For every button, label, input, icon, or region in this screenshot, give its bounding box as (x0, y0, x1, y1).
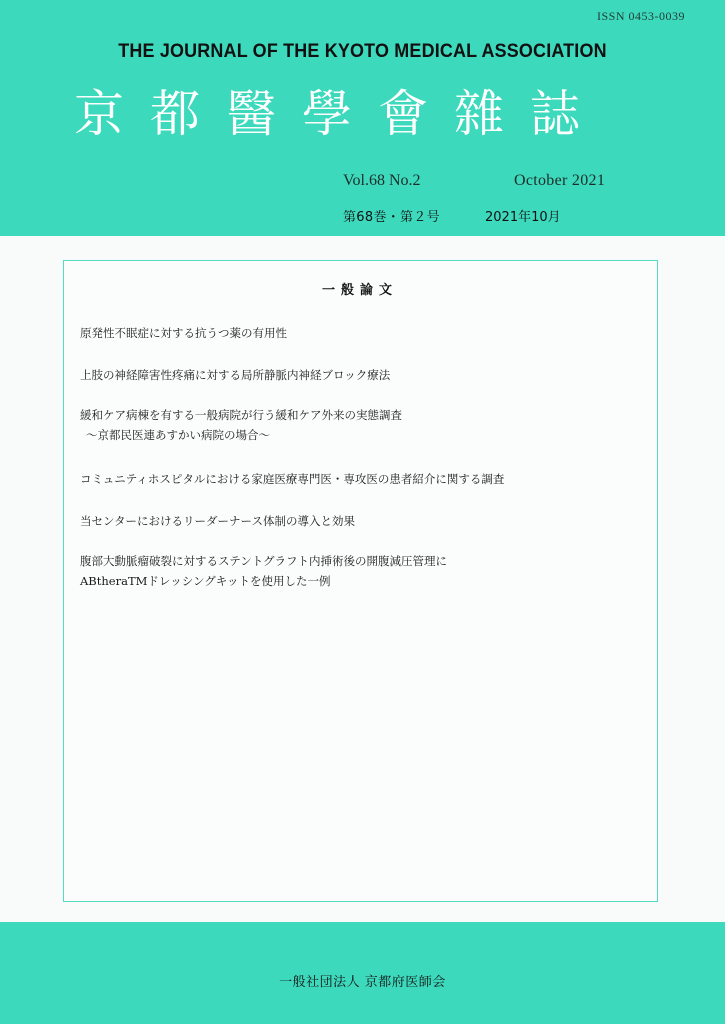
article-title: 原発性不眠症に対する抗うつ薬の有用性 (80, 326, 287, 340)
article-title: コミュニティホスピタルにおける家庭医療専門医・専攻医の患者紹介に関する調査 (80, 472, 505, 486)
publisher-name: 一般社団法人 京都府医師会 (279, 975, 446, 990)
article-title-continued: ABtheraTMドレッシングキットを使用した一例 (80, 574, 331, 588)
article-title: 当センターにおけるリーダーナース体制の導入と効果 (80, 514, 355, 528)
journal-title-english: THE JOURNAL OF THE KYOTO MEDICAL ASSOCIATION (118, 40, 607, 62)
cover-footer-band (0, 922, 725, 1024)
volume-japanese: 第68巻・第２号 (343, 210, 440, 225)
article-item (80, 551, 640, 591)
issue-date-english: October 2021 (514, 172, 606, 189)
issue-date-japanese: 2021年10月 (485, 210, 561, 225)
cover-header-band (0, 0, 725, 236)
article-title: 腹部大動脈瘤破裂に対するステントグラフト内挿術後の開腹減圧管理に (80, 554, 447, 568)
article-title: 緩和ケア病棟を有する一般病院が行う緩和ケア外来の実態調査 (80, 408, 402, 422)
article-item (80, 323, 640, 343)
table-of-contents (63, 260, 658, 902)
journal-title-japanese: 京都醫學會雜誌 (74, 85, 606, 143)
article-item (80, 469, 640, 489)
section-title: 一般論文 (321, 283, 398, 298)
volume-english: Vol.68 No.2 (343, 172, 421, 189)
article-item (80, 511, 640, 531)
article-item (80, 405, 640, 445)
article-title: 上肢の神経障害性疼痛に対する局所静脈内神経ブロック療法 (80, 368, 391, 382)
article-subtitle: ～京都民医連あすかい病院の場合～ (86, 428, 270, 442)
issn-number: ISSN 0453-0039 (596, 9, 685, 23)
article-item (80, 365, 640, 385)
